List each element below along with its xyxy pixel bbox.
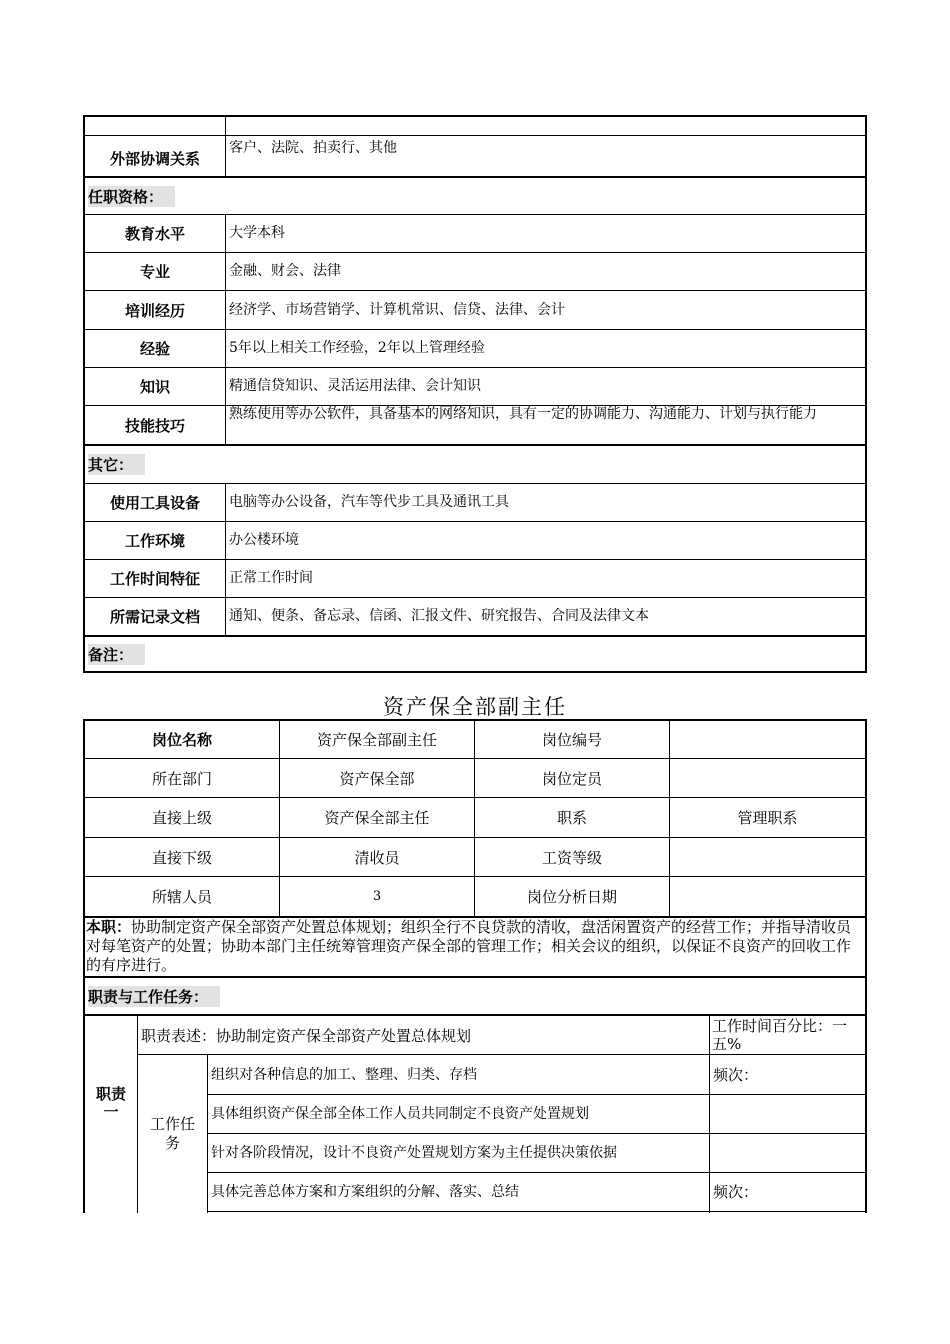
experience-label: 经验: [139, 340, 170, 358]
direct-superior-label: 直接上级: [151, 809, 212, 827]
position-code-label: 岗位编号: [541, 731, 602, 749]
task-item: 具体完善总体方案和方案组织的分解、落实、总结: [211, 1183, 519, 1200]
knowledge-label: 知识: [139, 378, 170, 396]
row-line: [207, 1211, 867, 1212]
major-value: 金融、财会、法律: [229, 263, 341, 279]
task-item: 针对各阶段情况，设计不良资产处置规划方案为主任提供决策依据: [211, 1144, 617, 1161]
training-label: 培训经历: [124, 301, 185, 320]
headcount-label: 岗位定员: [541, 769, 602, 788]
work-tasks-label: 工作任务: [150, 1115, 196, 1152]
training-value: 经济学、市场营销学、计算机常识、信贷、法律、会计: [229, 301, 565, 318]
table-border-right: [865, 115, 867, 673]
task-item: 组织对各种信息的加工、整理、归类、存档: [211, 1066, 477, 1083]
tools-label: 使用工具设备: [109, 494, 200, 512]
task-frequency: [710, 1095, 864, 1133]
salary-grade-label: 工资等级: [541, 848, 602, 867]
position-code-value: [670, 721, 865, 758]
education-label: 教育水平: [124, 225, 185, 243]
documents-label: 所需记录文档: [109, 608, 200, 626]
other-header: 其它：: [85, 446, 865, 483]
position-name-value: 资产保全部副主任: [316, 731, 437, 749]
job-family-value: 管理职系: [737, 809, 798, 827]
staff-managed-value: 3: [372, 889, 382, 904]
experience-value: 5年以上相关工作经验，2年以上管理经验: [229, 340, 485, 356]
job-duty-label: 本职：: [86, 918, 132, 936]
sheet-title: 资产保全部副主任: [383, 695, 567, 719]
responsibility-description: 职责表述：协助制定资产保全部资产处置总体规划: [141, 1026, 472, 1045]
task-frequency: 频次：: [713, 1182, 759, 1201]
analysis-date-label: 岗位分析日期: [526, 888, 617, 906]
knowledge-value: 精通信贷知识、灵活运用法律、会计知识: [229, 378, 481, 394]
task-frequency: [710, 1134, 864, 1172]
qualifications-header: 任职资格：: [85, 178, 865, 214]
row-line: [83, 115, 867, 117]
department-value: 资产保全部: [339, 769, 415, 788]
position-name-label: 岗位名称: [151, 731, 212, 749]
department-label: 所在部门: [151, 769, 212, 788]
remarks-header: 备注：: [85, 637, 865, 671]
documents-value: 通知、便条、备忘录、信函、汇报文件、研究报告、合同及法律文本: [229, 608, 649, 624]
staff-managed-label: 所辖人员: [151, 888, 212, 906]
environment-label: 工作环境: [124, 532, 185, 550]
work-time-label: 工作时间特征: [109, 570, 200, 588]
external-coordination-value: 客户、法院、拍卖行、其他: [229, 139, 397, 156]
job-duty-text: 协助制定资产保全部资产处置总体规划；组织全行不良贷款的清收，盘活闲置资产的经营工作；并指导清收员对每笔资产的处置；协助本部门主任统筹管理资产保全部的管理工作；相关会议的组织，以保证不良资产的回收工作的有序进行。: [86, 918, 852, 974]
analysis-date-value: [670, 877, 865, 916]
environment-value: 办公楼环境: [229, 532, 299, 548]
direct-superior-value: 资产保全部主任: [324, 809, 430, 827]
direct-subordinate-label: 直接下级: [151, 848, 212, 867]
major-label: 专业: [139, 263, 170, 281]
row-line: [137, 1054, 867, 1055]
time-percentage: 工作时间百分比：一五%: [712, 1017, 848, 1053]
task-frequency: 频次：: [713, 1065, 759, 1084]
work-time-value: 正常工作时间: [229, 570, 313, 586]
table-border-right: [865, 719, 867, 1213]
task-item: 具体组织资产保全部全体工作人员共同制定不良资产处置规划: [211, 1105, 589, 1122]
salary-grade-value: [670, 838, 865, 876]
direct-subordinate-value: 清收员: [354, 848, 400, 867]
tasks-header: 职责与工作任务：: [85, 978, 865, 1014]
external-coordination-label: 外部协调关系: [109, 149, 200, 168]
skills-label: 技能技巧: [124, 416, 185, 435]
headcount-value: [670, 759, 865, 797]
education-value: 大学本科: [229, 225, 285, 241]
responsibility-one-label: 职责一: [96, 1085, 127, 1121]
job-family-label: 职系: [556, 809, 587, 827]
row-line: [83, 671, 867, 673]
tools-value: 电脑等办公设备，汽车等代步工具及通讯工具: [229, 494, 509, 510]
job-duty: [86, 918, 864, 976]
skills-value: 熟练使用等办公软件，具备基本的网络知识，具有一定的协调能力、沟通能力、计划与执行能力: [229, 406, 817, 422]
